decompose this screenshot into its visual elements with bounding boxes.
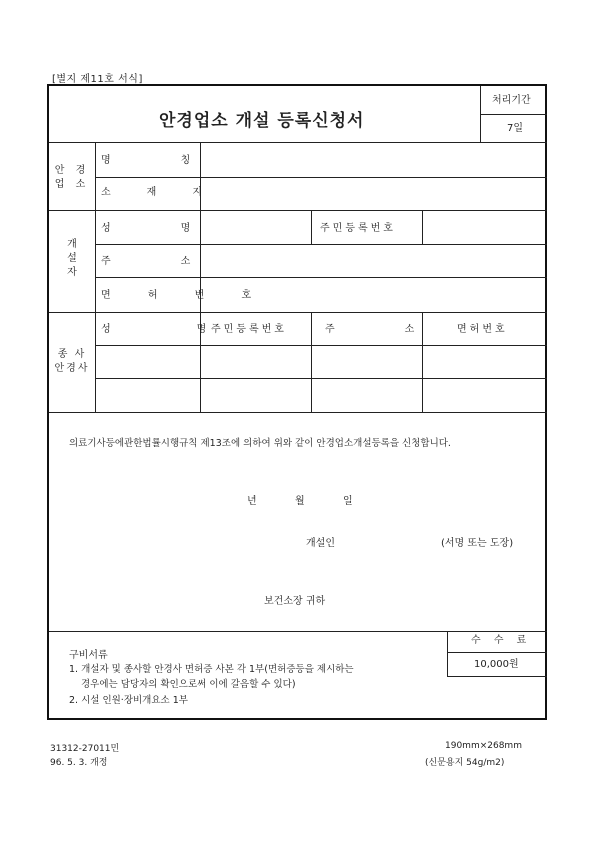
fee-label: 수 수 료 — [471, 635, 532, 646]
title-divider — [49, 142, 547, 143]
application-form — [47, 84, 547, 720]
date-month: 월 — [295, 496, 305, 507]
founder-row-divider-1 — [95, 244, 547, 245]
fee-midline — [447, 652, 547, 653]
signature-placeholder: (서명 또는 도장) — [441, 538, 514, 549]
statement-divider — [49, 631, 547, 632]
fee-divider — [447, 631, 448, 676]
required-document-2: 2. 시설 인원·장비개요소 1부 — [69, 695, 188, 706]
staff-section-label: 종 사 안경사 — [54, 349, 90, 374]
store-section-label: 안 경 업 소 — [54, 165, 90, 190]
founder-resident-divider-left — [311, 210, 312, 244]
founder-name-label: 성명 — [101, 223, 191, 234]
staff-col-divider-3 — [422, 312, 423, 412]
revision-date: 96. 5. 3. 개정 — [50, 758, 108, 768]
date-year: 년 — [247, 496, 257, 507]
founder-row-divider-2 — [95, 277, 547, 278]
staff-header-address: 주소 — [325, 324, 415, 335]
founder-resident-number-label: 주민등록번호 — [320, 223, 396, 234]
fee-bottom-line — [447, 676, 547, 677]
required-document-1: 1. 개설자 및 종사할 안경사 면허증 사본 각 1부(면허증등을 제시하는 — [69, 664, 354, 675]
store-row-divider — [95, 177, 547, 178]
founder-section-label: 개 설 자 — [67, 239, 77, 278]
fee-value: 10,000원 — [474, 659, 519, 670]
founder-address-label: 주소 — [101, 256, 191, 267]
founder-section-divider — [49, 312, 547, 313]
staff-section-divider — [49, 412, 547, 413]
paper-type: (신문용지 54g/m2) — [425, 758, 505, 768]
staff-row-divider-2 — [95, 378, 547, 379]
form-title: 안경업소 개설 등록신청서 — [159, 111, 365, 131]
applicant-label: 개설인 — [306, 538, 335, 549]
founder-license-label: 면 허 번 호 — [101, 290, 269, 301]
store-name-label: 명칭 — [101, 155, 191, 166]
staff-header-name: 성명 — [101, 324, 207, 335]
form-code: 31312-27011민 — [50, 744, 120, 754]
application-statement: 의료기사등에관한법률시행규칙 제13조에 의하여 위와 같이 안경업소개설등록을 신청합니다. — [69, 438, 451, 449]
processing-period-value: 7일 — [507, 123, 524, 134]
recipient: 보건소장 귀하 — [264, 596, 326, 607]
store-section-divider — [49, 210, 547, 211]
staff-header-license: 면허번호 — [457, 324, 508, 335]
date-day: 일 — [343, 496, 353, 507]
staff-col-divider-2 — [311, 312, 312, 412]
form-number-label: [별지 제11호 서식] — [52, 74, 143, 85]
store-address-label: 소재지 — [101, 187, 202, 198]
staff-header-resident-number: 주민등록번호 — [211, 324, 287, 335]
staff-col-divider-1 — [200, 312, 201, 412]
staff-row-divider-1 — [95, 345, 547, 346]
processing-period-label: 처리기간 — [492, 95, 531, 106]
required-document-1-continued: 경우에는 담당자의 확인으로써 이에 갈음할 수 있다) — [81, 679, 296, 690]
founder-resident-divider-right — [422, 210, 423, 244]
paper-size: 190mm×268mm — [445, 741, 522, 751]
required-documents-title: 구비서류 — [69, 650, 108, 661]
processing-midline — [480, 114, 547, 115]
